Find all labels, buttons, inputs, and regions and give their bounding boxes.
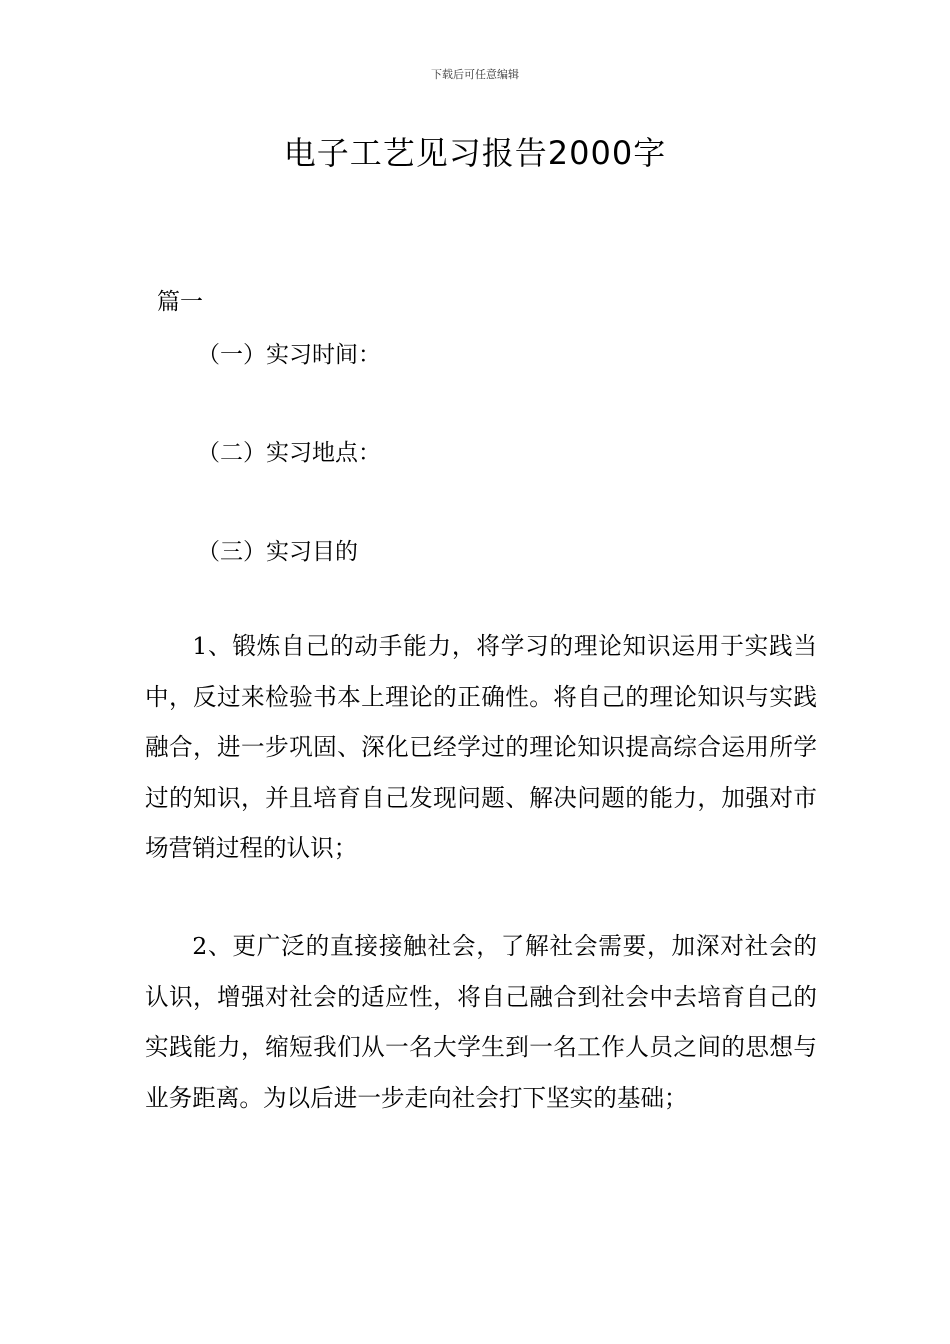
paragraph-2: 2、更广泛的直接接触社会，了解社会需要，加深对社会的认识，增强对社会的适应性，将自己融合到社会中去培育自己的实践能力，缩短我们从一名大学生到一名工作人员之间的思想与业务距离。为以后进一步走向社会打下坚实的基础； [145, 932, 817, 1112]
item-internship-location: （二）实习地点： [197, 440, 381, 466]
paragraph-1: 1、锻炼自己的动手能力，将学习的理论知识运用于实践当中，反过来检验书本上理论的正确性。将自己的理论知识与实践融合，进一步巩固、深化已经学过的理论知识提高综合运用所学过的知识，并且培育自己发现问题、解决问题的能力，加强对市场营销过程的认识； [145, 632, 817, 862]
item-internship-purpose: （三）实习目的 [197, 539, 358, 565]
document-title: 电子工艺见习报告2000字 [283, 134, 667, 172]
header-note: 下载后可任意编辑 [431, 68, 519, 81]
item-internship-time: （一）实习时间： [197, 342, 381, 368]
section-label: 篇一 [157, 289, 203, 315]
